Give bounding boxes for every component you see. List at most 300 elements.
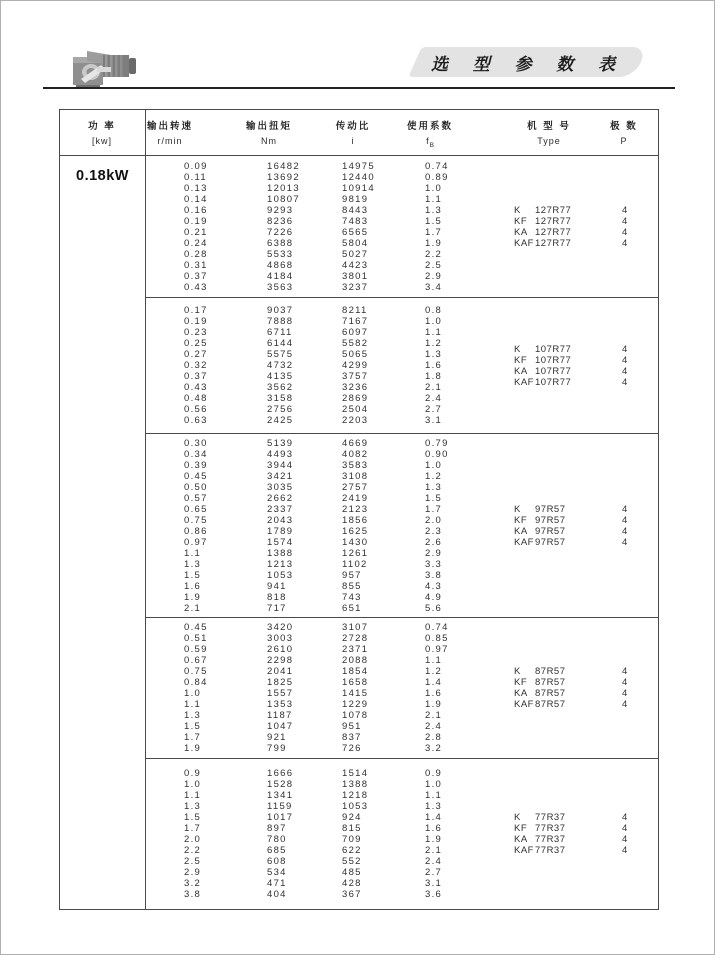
cell-ratio: 5027	[342, 248, 369, 260]
header-poles	[579, 110, 669, 149]
data-block	[146, 297, 658, 433]
cell-output-torque: 7888	[267, 316, 294, 327]
cell-output-speed: 0.63	[184, 415, 208, 426]
cell-service-factor: 1.3	[425, 204, 443, 216]
cell-service-factor: 4.3	[425, 580, 443, 592]
cell-service-factor: 1.6	[425, 360, 443, 371]
cell-service-factor: 3.1	[425, 878, 443, 889]
cell-service-factor: 2.9	[425, 547, 443, 559]
cell-ratio: 367	[342, 889, 362, 900]
cell-service-factor: 1.9	[425, 834, 443, 845]
table-row	[146, 260, 658, 271]
model-prefix: KF	[514, 354, 528, 366]
model-row	[514, 238, 654, 249]
model-column	[514, 666, 654, 710]
table-row	[146, 559, 658, 570]
pole-count: 4	[622, 343, 628, 355]
cell-output-speed: 0.19	[184, 316, 208, 327]
cell-output-speed: 1.3	[184, 710, 202, 721]
cell-ratio: 3237	[342, 281, 369, 293]
model-row	[514, 515, 654, 526]
model-code: 107R77	[535, 343, 572, 355]
cell-output-speed: 1.6	[184, 580, 202, 592]
cell-ratio: 7167	[342, 316, 369, 327]
unit-text: f	[426, 136, 430, 146]
cell-service-factor: 1.4	[425, 677, 443, 688]
model-prefix: KF	[514, 823, 528, 834]
cell-output-torque: 717	[267, 602, 287, 614]
cell-ratio: 1261	[342, 547, 369, 559]
cell-ratio: 1658	[342, 677, 369, 688]
cell-service-factor: 0.74	[425, 622, 449, 633]
pole-count: 4	[622, 514, 628, 526]
table-row	[146, 790, 658, 801]
cell-output-speed: 0.31	[184, 259, 208, 271]
cell-output-speed: 0.43	[184, 382, 208, 393]
cell-service-factor: 2.1	[425, 845, 443, 856]
model-row	[514, 355, 654, 366]
cell-service-factor: 1.1	[425, 327, 443, 338]
cell-output-torque: 608	[267, 856, 287, 867]
cell-output-torque: 6144	[267, 338, 294, 349]
cell-service-factor: 5.6	[425, 602, 443, 614]
cell-output-torque: 941	[267, 580, 287, 592]
cell-service-factor: 1.5	[425, 492, 443, 504]
header-poles-unit	[579, 136, 669, 149]
model-prefix: KAF	[514, 237, 534, 249]
cell-output-speed: 0.16	[184, 204, 208, 216]
table-row	[146, 471, 658, 482]
header-rule	[43, 87, 675, 89]
cell-ratio: 2504	[342, 404, 369, 415]
header-power-label: 功 率	[88, 121, 116, 132]
pole-count: 4	[622, 845, 628, 856]
header-poles-label: 极 数	[610, 121, 638, 132]
model-code: 97R57	[535, 525, 566, 537]
power-column	[60, 156, 145, 909]
cell-output-torque: 2041	[267, 666, 294, 677]
cell-output-speed: 0.75	[184, 514, 208, 526]
pole-count: 4	[622, 699, 628, 710]
model-row	[514, 537, 654, 548]
cell-output-speed: 0.24	[184, 237, 208, 249]
power-column-divider	[145, 110, 146, 909]
cell-service-factor: 0.97	[425, 644, 449, 655]
model-code: 107R77	[535, 354, 572, 366]
cell-output-speed: 3.8	[184, 889, 202, 900]
table-row	[146, 592, 658, 603]
cell-output-torque: 534	[267, 867, 287, 878]
cell-output-torque: 1353	[267, 699, 294, 710]
cell-output-torque: 685	[267, 845, 287, 856]
model-prefix: KA	[514, 365, 528, 377]
cell-ratio: 3107	[342, 622, 369, 633]
cell-ratio: 10914	[342, 182, 375, 194]
table-row	[146, 183, 658, 194]
cell-output-speed: 0.27	[184, 349, 208, 360]
cell-output-speed: 0.45	[184, 622, 208, 633]
cell-ratio: 1854	[342, 666, 369, 677]
cell-service-factor: 2.4	[425, 721, 443, 732]
cell-output-torque: 1187	[267, 710, 293, 721]
cell-output-speed: 0.50	[184, 481, 208, 493]
cell-output-speed: 2.5	[184, 856, 202, 867]
cell-output-torque: 4184	[267, 270, 294, 282]
cell-service-factor: 2.2	[425, 248, 443, 260]
model-row	[514, 812, 654, 823]
table-row	[146, 581, 658, 592]
table-row	[146, 779, 658, 790]
cell-ratio: 2419	[342, 492, 369, 504]
cell-output-speed: 0.32	[184, 360, 208, 371]
model-row	[514, 823, 654, 834]
table-row	[146, 161, 658, 172]
table-row	[146, 327, 658, 338]
pole-count: 4	[622, 525, 628, 537]
cell-output-torque: 2298	[267, 655, 294, 666]
model-code: 97R57	[535, 514, 566, 526]
model-code: 77R37	[535, 823, 566, 834]
title-banner	[401, 47, 645, 77]
unit-text: i	[351, 136, 355, 146]
cell-output-speed: 2.1	[184, 602, 202, 614]
cell-output-speed: 1.0	[184, 688, 202, 699]
table-row	[146, 438, 658, 449]
cell-output-torque: 471	[267, 878, 287, 889]
cell-ratio: 3236	[342, 382, 369, 393]
table-row	[146, 644, 658, 655]
cell-ratio: 726	[342, 743, 362, 754]
table-row	[146, 732, 658, 743]
gearmotor-photo	[67, 45, 143, 91]
cell-output-torque: 5139	[267, 437, 294, 449]
cell-service-factor: 0.74	[425, 160, 449, 172]
cell-ratio: 1078	[342, 710, 369, 721]
model-prefix: KAF	[514, 699, 534, 710]
cell-output-torque: 6711	[267, 327, 293, 338]
model-prefix: KA	[514, 688, 528, 699]
table-row	[146, 449, 658, 460]
model-code: 77R37	[535, 845, 566, 856]
header-output-torque-unit	[224, 136, 314, 149]
cell-output-torque: 2043	[267, 514, 294, 526]
table-row	[146, 404, 658, 415]
cell-ratio: 2371	[342, 644, 369, 655]
data-block	[146, 156, 658, 297]
cell-service-factor: 1.7	[425, 226, 443, 238]
unit-text: Nm	[261, 136, 277, 146]
cell-output-torque: 1213	[267, 558, 294, 570]
cell-output-speed: 0.23	[184, 327, 208, 338]
cell-output-speed: 0.65	[184, 503, 208, 515]
model-code: 87R57	[535, 666, 566, 677]
cell-ratio: 837	[342, 732, 362, 743]
cell-service-factor: 3.1	[425, 415, 443, 426]
cell-service-factor: 1.6	[425, 823, 443, 834]
pole-count: 4	[622, 354, 628, 366]
model-row	[514, 205, 654, 216]
header-service-factor-label: 使用系数	[406, 121, 453, 132]
cell-ratio: 12440	[342, 171, 375, 183]
cell-output-speed: 1.9	[184, 591, 202, 603]
pole-count: 4	[622, 215, 628, 227]
cell-ratio: 2757	[342, 481, 369, 493]
cell-output-torque: 2662	[267, 492, 294, 504]
cell-ratio: 9819	[342, 193, 369, 205]
pole-count: 4	[622, 677, 628, 688]
cell-output-speed: 0.43	[184, 281, 208, 293]
cell-ratio: 709	[342, 834, 362, 845]
cell-output-torque: 921	[267, 732, 287, 743]
model-row	[514, 344, 654, 355]
cell-ratio: 3108	[342, 470, 369, 482]
cell-ratio: 951	[342, 721, 362, 732]
cell-service-factor: 1.0	[425, 316, 443, 327]
table-row	[146, 482, 658, 493]
table-row	[146, 867, 658, 878]
cell-output-torque: 1574	[267, 536, 294, 548]
pole-count: 4	[622, 666, 628, 677]
cell-output-speed: 0.37	[184, 371, 208, 382]
pole-count: 4	[622, 834, 628, 845]
model-code: 77R37	[535, 834, 566, 845]
cell-service-factor: 2.0	[425, 514, 443, 526]
header-output-torque-label: 输出扭矩	[245, 121, 292, 132]
cell-ratio: 855	[342, 580, 362, 592]
header-output-speed-label: 输出转速	[146, 121, 193, 132]
cell-service-factor: 1.3	[425, 481, 443, 493]
model-prefix: KF	[514, 215, 528, 227]
cell-service-factor: 4.9	[425, 591, 443, 603]
table-row	[146, 194, 658, 205]
table-row	[146, 460, 658, 471]
cell-output-torque: 9293	[267, 204, 294, 216]
cell-output-torque: 3003	[267, 633, 294, 644]
cell-output-torque: 897	[267, 823, 287, 834]
model-column	[514, 344, 654, 388]
model-row	[514, 526, 654, 537]
cell-output-torque: 4732	[267, 360, 294, 371]
cell-output-speed: 1.1	[184, 699, 202, 710]
data-block	[146, 433, 658, 617]
header-power-unit: [kw]	[91, 136, 112, 146]
cell-output-torque: 1666	[267, 768, 294, 779]
cell-service-factor: 2.7	[425, 867, 443, 878]
cell-output-torque: 10807	[267, 193, 300, 205]
page-title: 选 型 参 数 表	[431, 54, 625, 74]
cell-output-speed: 1.5	[184, 812, 202, 823]
table-row	[146, 603, 658, 614]
unit-sub: B	[429, 141, 434, 149]
cell-service-factor: 0.89	[425, 171, 449, 183]
cell-ratio: 4299	[342, 360, 369, 371]
model-row	[514, 366, 654, 377]
model-column	[514, 205, 654, 249]
model-row	[514, 377, 654, 388]
cell-output-speed: 1.7	[184, 732, 202, 743]
header-output-torque	[224, 110, 314, 149]
cell-service-factor: 2.6	[425, 536, 443, 548]
cell-ratio: 924	[342, 812, 362, 823]
cell-output-speed: 0.25	[184, 338, 208, 349]
cell-output-speed: 0.11	[184, 171, 207, 183]
power-value: 0.18kW	[76, 168, 129, 184]
model-row	[514, 688, 654, 699]
cell-service-factor: 1.1	[425, 655, 443, 666]
cell-service-factor: 0.9	[425, 768, 443, 779]
cell-ratio: 552	[342, 856, 362, 867]
cell-output-speed: 2.2	[184, 845, 202, 856]
table-row	[146, 721, 658, 732]
pole-count: 4	[622, 204, 628, 216]
cell-output-torque: 3421	[267, 470, 294, 482]
cell-output-speed: 0.34	[184, 448, 208, 460]
model-code: 77R37	[535, 812, 566, 823]
cell-output-torque: 16482	[267, 160, 300, 172]
cell-ratio: 815	[342, 823, 362, 834]
cell-service-factor: 2.7	[425, 404, 443, 415]
cell-ratio: 7483	[342, 215, 369, 227]
model-row	[514, 227, 654, 238]
table-row	[146, 393, 658, 404]
cell-output-speed: 0.19	[184, 215, 208, 227]
cell-ratio: 1625	[342, 525, 369, 537]
model-row	[514, 845, 654, 856]
pole-count: 4	[622, 376, 628, 388]
cell-output-torque: 3562	[267, 382, 294, 393]
cell-output-torque: 404	[267, 889, 287, 900]
cell-output-speed: 1.1	[184, 790, 202, 801]
cell-ratio: 957	[342, 569, 362, 581]
model-code: 107R77	[535, 376, 572, 388]
cell-output-torque: 13692	[267, 171, 300, 183]
cell-ratio: 5582	[342, 338, 369, 349]
cell-ratio: 2869	[342, 393, 369, 404]
cell-service-factor: 0.85	[425, 633, 449, 644]
cell-output-speed: 2.9	[184, 867, 202, 878]
model-row	[514, 699, 654, 710]
cell-output-torque: 3563	[267, 281, 294, 293]
table-row	[146, 172, 658, 183]
cell-service-factor: 2.4	[425, 856, 443, 867]
cell-service-factor: 0.8	[425, 305, 443, 316]
cell-ratio: 6097	[342, 327, 369, 338]
model-row	[514, 504, 654, 515]
pole-count: 4	[622, 812, 628, 823]
model-prefix: K	[514, 343, 521, 355]
header-output-speed-unit	[125, 136, 215, 149]
header-output-speed	[125, 110, 215, 149]
model-row	[514, 666, 654, 677]
cell-service-factor: 1.0	[425, 182, 443, 194]
cell-service-factor: 2.3	[425, 525, 443, 537]
cell-ratio: 4669	[342, 437, 369, 449]
cell-output-torque: 2337	[267, 503, 294, 515]
cell-output-speed: 1.5	[184, 721, 202, 732]
table-row	[146, 801, 658, 812]
table-row	[146, 415, 658, 426]
cell-service-factor: 3.4	[425, 281, 443, 293]
pole-count: 4	[622, 823, 628, 834]
table-row	[146, 493, 658, 504]
model-prefix: KA	[514, 834, 528, 845]
cell-ratio: 1102	[342, 558, 368, 570]
cell-service-factor: 3.2	[425, 743, 443, 754]
cell-ratio: 5804	[342, 237, 369, 249]
cell-service-factor: 1.0	[425, 459, 443, 471]
cell-ratio: 3757	[342, 371, 369, 382]
cell-service-factor: 1.2	[425, 666, 443, 677]
cell-service-factor: 0.90	[425, 448, 449, 460]
unit-text: P	[620, 136, 628, 146]
cell-service-factor: 2.9	[425, 270, 443, 282]
cell-ratio: 14975	[342, 160, 375, 172]
cell-output-speed: 2.0	[184, 834, 202, 845]
cell-output-speed: 1.0	[184, 779, 202, 790]
cell-output-speed: 1.1	[184, 547, 202, 559]
table-row	[146, 570, 658, 581]
gearmotor-photo-icon	[67, 45, 143, 91]
cell-ratio: 1856	[342, 514, 369, 526]
cell-ratio: 5065	[342, 349, 369, 360]
cell-output-speed: 0.17	[184, 305, 208, 316]
model-code: 127R77	[535, 226, 572, 238]
cell-output-speed: 0.13	[184, 182, 208, 194]
table-row	[146, 622, 658, 633]
cell-ratio: 1388	[342, 779, 369, 790]
cell-output-torque: 2610	[267, 644, 294, 655]
cell-output-torque: 2756	[267, 404, 294, 415]
model-code: 127R77	[535, 237, 572, 249]
header-model-type-label: 机 型 号	[527, 121, 571, 132]
cell-output-torque: 6388	[267, 237, 294, 249]
cell-output-speed: 0.48	[184, 393, 208, 404]
header-ratio-label: 传动比	[335, 121, 371, 132]
cell-output-torque: 1047	[267, 721, 294, 732]
model-code: 127R77	[535, 204, 572, 216]
model-prefix: KAF	[514, 845, 534, 856]
cell-output-speed: 0.57	[184, 492, 208, 504]
model-prefix: KA	[514, 525, 528, 537]
table-row	[146, 271, 658, 282]
cell-output-torque: 2425	[267, 415, 294, 426]
cell-ratio: 1053	[342, 801, 369, 812]
cell-service-factor: 1.5	[425, 215, 443, 227]
cell-service-factor: 2.5	[425, 259, 443, 271]
model-prefix: K	[514, 812, 521, 823]
selection-table	[59, 109, 659, 910]
model-code: 87R57	[535, 688, 566, 699]
cell-ratio: 428	[342, 878, 362, 889]
cell-output-speed: 0.39	[184, 459, 208, 471]
model-column	[514, 812, 654, 856]
cell-output-speed: 0.30	[184, 437, 208, 449]
model-prefix: KF	[514, 514, 528, 526]
cell-ratio: 2123	[342, 503, 369, 515]
cell-output-torque: 1528	[267, 779, 294, 790]
cell-output-speed: 0.56	[184, 404, 208, 415]
cell-ratio: 2728	[342, 633, 369, 644]
cell-ratio: 1229	[342, 699, 369, 710]
table-row	[146, 282, 658, 293]
cell-service-factor: 1.1	[425, 790, 443, 801]
cell-output-speed: 0.28	[184, 248, 208, 260]
cell-output-torque: 12013	[267, 182, 300, 194]
cell-output-torque: 3420	[267, 622, 294, 633]
cell-service-factor: 1.4	[425, 812, 443, 823]
cell-service-factor: 1.9	[425, 699, 443, 710]
model-prefix: KAF	[514, 536, 534, 548]
